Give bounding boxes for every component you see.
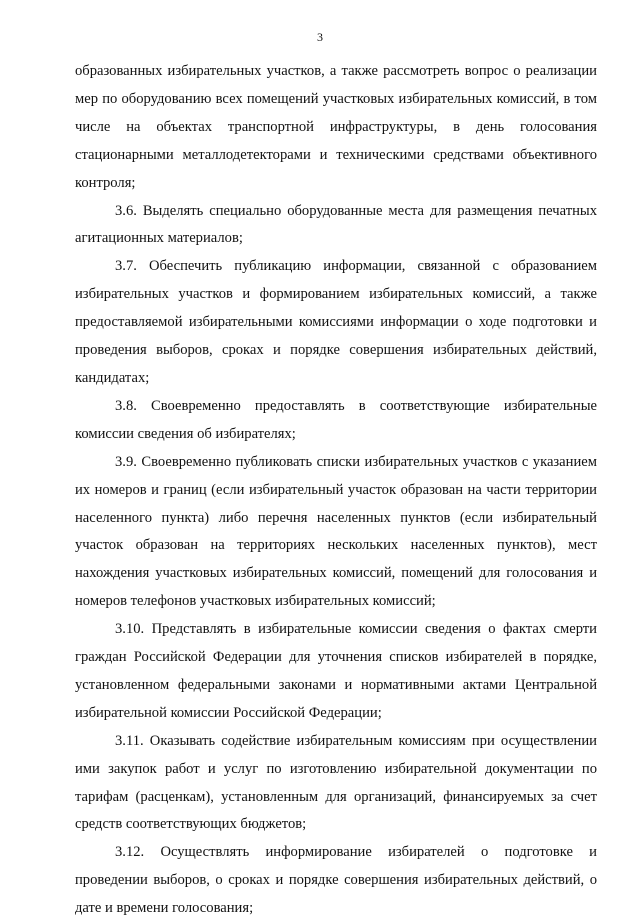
paragraph-3-8: 3.8. Своевременно предоставлять в соответствующие избирательные комиссии сведения об избирателях; bbox=[75, 397, 597, 442]
page-number: 3 bbox=[317, 30, 323, 44]
paragraph-3-10: 3.10. Представлять в избирательные комиссии сведения о фактах смерти граждан Российской Федерации для уточнения списков избирателей в порядке, установленном федеральными законами и нормативными актами Центральной избирательной комиссии Российской Федерации; bbox=[75, 621, 597, 721]
paragraph-3-6: 3.6. Выделять специально оборудованные места для размещения печатных агитационных материалов; bbox=[75, 202, 597, 247]
paragraph-3-7: 3.7. Обеспечить публикацию информации, связанной с образованием избирательных участков и формированием избирательных комиссий, а также предоставляемой избирательными комиссиями информации о ходе подготовки и проведения выборов, сроках и порядке совершения избирательных действий, кандидатах; bbox=[75, 258, 597, 386]
paragraph-continuation: образованных избирательных участков, а также рассмотреть вопрос о реализации мер по оборудованию всех помещений участковых избирательных комиссий, в том числе на объектах транспортной инфраструктуры, в день голосования стационарными металлодетекторами и техническими средствами объективного контроля; bbox=[75, 63, 597, 191]
document-body bbox=[75, 58, 597, 923]
paragraph-3-12: 3.12. Осуществлять информирование избирателей о подготовке и проведении выборов, о сроках и порядке совершения избирательных действий, о дате и времени голосования; bbox=[75, 844, 597, 917]
paragraph-3-11: 3.11. Оказывать содействие избирательным комиссиям при осуществлении ими закупок работ и услуг по изготовлению избирательной документации по тарифам (расценкам), установленным для организаций, финансируемых за счет средств соответствующих бюджетов; bbox=[75, 732, 597, 833]
paragraph-3-9: 3.9. Своевременно публиковать списки избирательных участков с указанием их номеров и границ (если избирательный участок образован на части территории населенного пункта) либо перечня населенных пунктов (если избирательный участок образован на территориях нескольких населенных пунктов), мест нахождения участковых избирательных комиссий, помещений для голосования и номеров телефонов участковых избирательных комиссий; bbox=[75, 453, 597, 610]
